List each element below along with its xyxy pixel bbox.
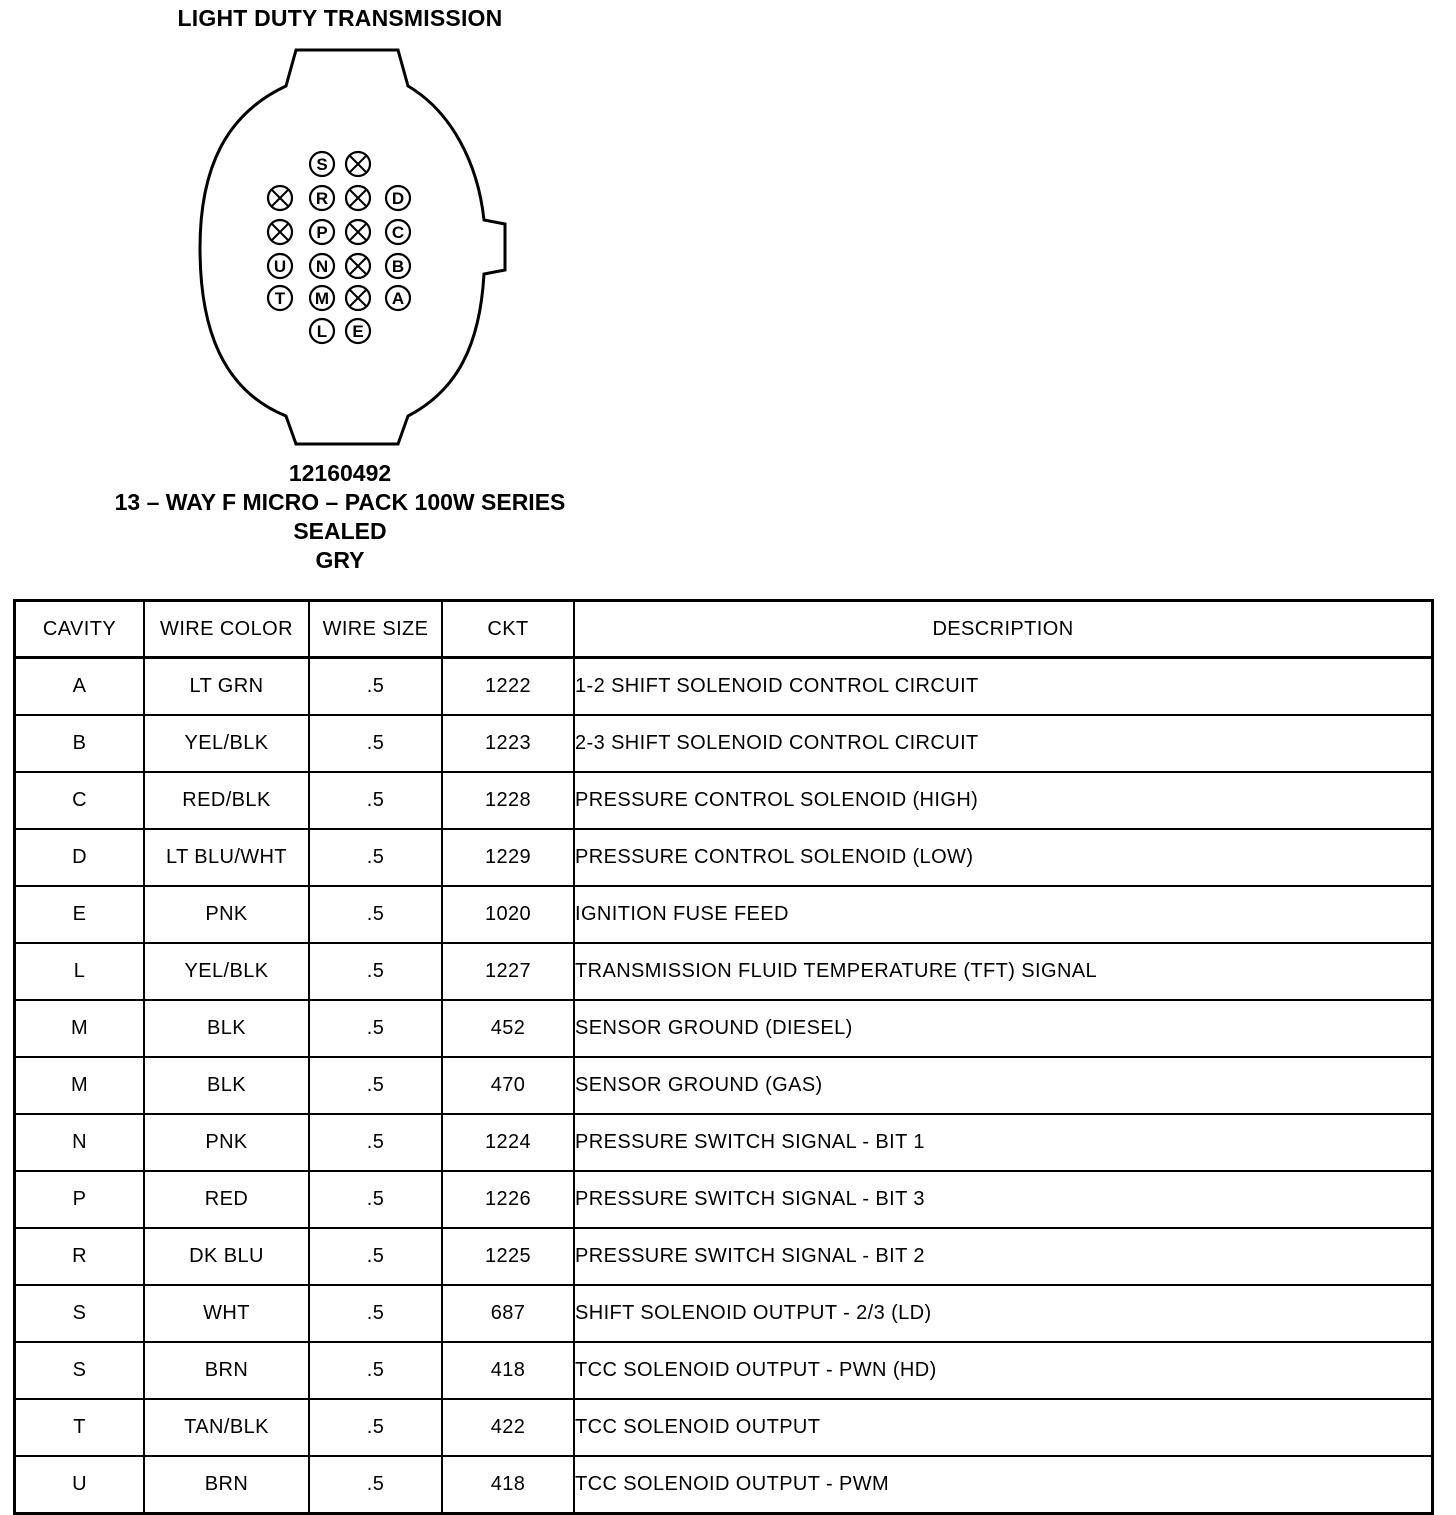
cell-wire-size: .5 [309, 1000, 442, 1057]
cavity-e [346, 319, 370, 343]
crossed-circle-icon [346, 186, 370, 210]
header-wire-color: WIRE COLOR [144, 601, 309, 658]
cell-ckt: 470 [442, 1057, 574, 1114]
cavity-label: A [391, 289, 405, 308]
cell-wire-size: .5 [309, 1399, 442, 1456]
crossed-circle-icon [346, 220, 370, 244]
cell-ckt: 418 [442, 1456, 574, 1514]
cell-ckt: 1229 [442, 829, 574, 886]
pinout-table [13, 599, 1434, 1515]
table-row [15, 1456, 1433, 1514]
table-header-row [15, 601, 1433, 658]
diagram-title: LIGHT DUTY TRANSMISSION [177, 5, 503, 31]
cavity-a [386, 286, 410, 310]
cell-description: SENSOR GROUND (GAS) [574, 1057, 1433, 1114]
cell-cavity: M [15, 1057, 145, 1114]
header-wire-size: WIRE SIZE [309, 601, 442, 658]
cell-description: TCC SOLENOID OUTPUT [574, 1399, 1433, 1456]
cell-wire-size: .5 [309, 943, 442, 1000]
cell-cavity: A [15, 658, 145, 716]
cell-ckt: 1223 [442, 715, 574, 772]
crossed-circle-icon [346, 152, 370, 176]
cell-ckt: 687 [442, 1285, 574, 1342]
cell-ckt: 452 [442, 1000, 574, 1057]
cell-cavity: T [15, 1399, 145, 1456]
crossed-circle-icon [268, 220, 292, 244]
cell-cavity: N [15, 1114, 145, 1171]
cell-description: PRESSURE SWITCH SIGNAL - BIT 2 [574, 1228, 1433, 1285]
cell-description: PRESSURE CONTROL SOLENOID (LOW) [574, 829, 1433, 886]
cell-ckt: 1228 [442, 772, 574, 829]
cell-cavity: U [15, 1456, 145, 1514]
cell-cavity: S [15, 1342, 145, 1399]
cavity-label: U [273, 257, 287, 276]
cell-wire-size: .5 [309, 1057, 442, 1114]
cavity-m [310, 286, 334, 310]
table-row [15, 1057, 1433, 1114]
table-row [15, 715, 1433, 772]
cell-description: 2-3 SHIFT SOLENOID CONTROL CIRCUIT [574, 715, 1433, 772]
header-cavity: CAVITY [15, 601, 145, 658]
table-row [15, 1171, 1433, 1228]
cell-wire-size: .5 [309, 1228, 442, 1285]
connector-part-number: 12160492 [288, 460, 392, 486]
cavity-p [310, 220, 334, 244]
crossed-circle-icon [268, 186, 292, 210]
cavity-r [310, 186, 334, 210]
cavity-grid [268, 152, 410, 343]
cavity-d [386, 186, 410, 210]
cell-ckt: 1225 [442, 1228, 574, 1285]
connector-color: GRY [315, 547, 365, 573]
cavity-b [386, 254, 410, 278]
cell-wire-color: YEL/BLK [144, 715, 309, 772]
cell-wire-size: .5 [309, 772, 442, 829]
cell-wire-color: YEL/BLK [144, 943, 309, 1000]
cell-ckt: 1020 [442, 886, 574, 943]
cell-description: TCC SOLENOID OUTPUT - PWM [574, 1456, 1433, 1514]
cell-description: PRESSURE SWITCH SIGNAL - BIT 1 [574, 1114, 1433, 1171]
cell-wire-size: .5 [309, 1114, 442, 1171]
table-row [15, 1228, 1433, 1285]
cell-wire-size: .5 [309, 829, 442, 886]
cell-cavity: B [15, 715, 145, 772]
cavity-n [310, 254, 334, 278]
cavity-u [268, 254, 292, 278]
cell-cavity: L [15, 943, 145, 1000]
cell-ckt: 1222 [442, 658, 574, 716]
cell-wire-size: .5 [309, 1342, 442, 1399]
cell-cavity: C [15, 772, 145, 829]
table-row [15, 829, 1433, 886]
table-row [15, 886, 1433, 943]
cell-wire-color: RED [144, 1171, 309, 1228]
table-row [15, 1114, 1433, 1171]
cell-ckt: 1224 [442, 1114, 574, 1171]
cavity-label: P [316, 223, 328, 242]
table-row [15, 1285, 1433, 1342]
cell-wire-color: BLK [144, 1000, 309, 1057]
cavity-t [268, 286, 292, 310]
cell-wire-size: .5 [309, 1456, 442, 1514]
cell-cavity: M [15, 1000, 145, 1057]
cell-wire-color: LT GRN [144, 658, 309, 716]
table-row [15, 1000, 1433, 1057]
cell-cavity: E [15, 886, 145, 943]
cavity-label: T [274, 289, 286, 308]
cell-wire-color: PNK [144, 886, 309, 943]
cell-wire-color: BRN [144, 1456, 309, 1514]
cell-ckt: 422 [442, 1399, 574, 1456]
table-row [15, 772, 1433, 829]
cavity-label: N [315, 257, 329, 276]
table-row [15, 658, 1433, 716]
cavity-c [386, 220, 410, 244]
cavity-label: E [352, 322, 364, 341]
cell-description: TCC SOLENOID OUTPUT - PWN (HD) [574, 1342, 1433, 1399]
cell-description: PRESSURE CONTROL SOLENOID (HIGH) [574, 772, 1433, 829]
cell-cavity: R [15, 1228, 145, 1285]
cell-wire-size: .5 [309, 658, 442, 716]
cell-wire-color: WHT [144, 1285, 309, 1342]
cell-wire-color: RED/BLK [144, 772, 309, 829]
cavity-label: M [314, 289, 330, 308]
cell-description: SHIFT SOLENOID OUTPUT - 2/3 (LD) [574, 1285, 1433, 1342]
cell-description: PRESSURE SWITCH SIGNAL - BIT 3 [574, 1171, 1433, 1228]
crossed-circle-icon [346, 286, 370, 310]
cavity-label: L [316, 322, 328, 341]
connector-seal: SEALED [293, 518, 387, 544]
connector-type: 13 – WAY F MICRO – PACK 100W SERIES [114, 489, 566, 515]
cell-wire-size: .5 [309, 886, 442, 943]
pinout-table-body [15, 658, 1433, 1514]
cell-cavity: P [15, 1171, 145, 1228]
table-row [15, 943, 1433, 1000]
cavity-label: R [315, 189, 329, 208]
cell-wire-color: TAN/BLK [144, 1399, 309, 1456]
cell-description: IGNITION FUSE FEED [574, 886, 1433, 943]
table-row [15, 1399, 1433, 1456]
cell-wire-color: BLK [144, 1057, 309, 1114]
cell-ckt: 1227 [442, 943, 574, 1000]
header-description: DESCRIPTION [574, 601, 1433, 658]
cell-wire-size: .5 [309, 715, 442, 772]
connector-housing-outline [200, 50, 505, 444]
header-ckt: CKT [442, 601, 574, 658]
cell-description: 1-2 SHIFT SOLENOID CONTROL CIRCUIT [574, 658, 1433, 716]
cell-wire-color: LT BLU/WHT [144, 829, 309, 886]
cell-cavity: S [15, 1285, 145, 1342]
cell-description: SENSOR GROUND (DIESEL) [574, 1000, 1433, 1057]
cell-wire-color: BRN [144, 1342, 309, 1399]
cell-wire-color: PNK [144, 1114, 309, 1171]
cavity-l [310, 319, 334, 343]
crossed-circle-icon [346, 254, 370, 278]
cell-ckt: 1226 [442, 1171, 574, 1228]
cavity-s [310, 152, 334, 176]
connector-face-diagram [190, 44, 520, 454]
cavity-label: B [391, 257, 405, 276]
cell-wire-size: .5 [309, 1171, 442, 1228]
table-row [15, 1342, 1433, 1399]
cell-ckt: 418 [442, 1342, 574, 1399]
cavity-label: S [316, 155, 328, 174]
cell-wire-color: DK BLU [144, 1228, 309, 1285]
cell-cavity: D [15, 829, 145, 886]
cavity-label: D [391, 189, 405, 208]
cavity-label: C [391, 223, 405, 242]
cell-wire-size: .5 [309, 1285, 442, 1342]
cell-description: TRANSMISSION FLUID TEMPERATURE (TFT) SIGNAL [574, 943, 1433, 1000]
